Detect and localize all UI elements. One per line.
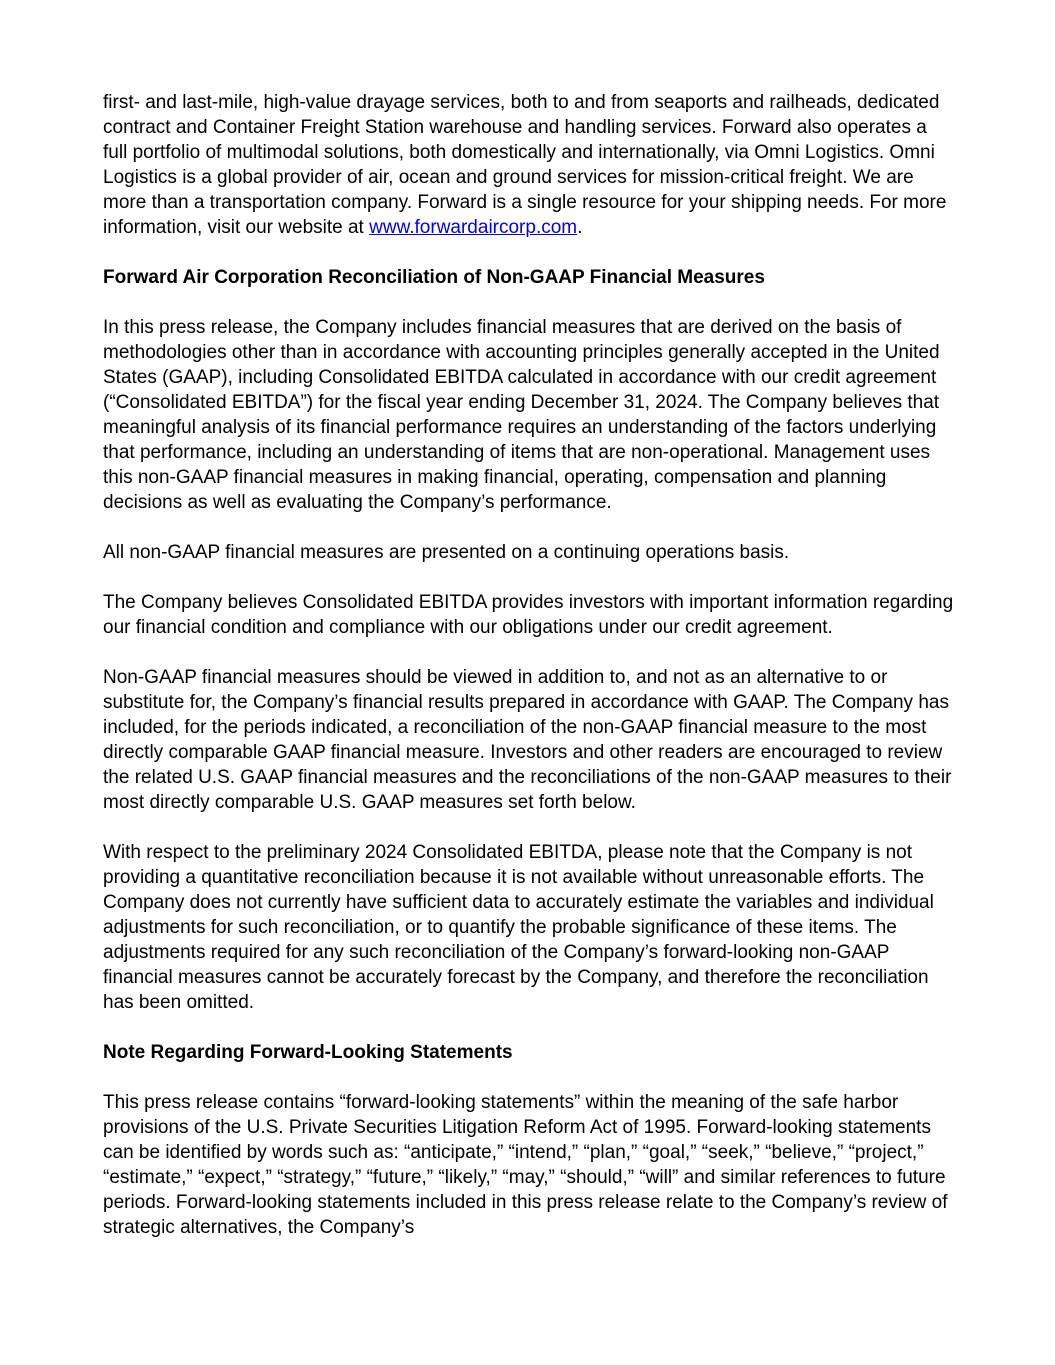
heading-non-gaap-reconciliation: Forward Air Corporation Reconciliation of Non-GAAP Financial Measures <box>103 267 765 288</box>
paragraph-non-gaap-intro: In this press release, the Company includes financial measures that are derived on the basis of methodologies other than in accordance with accounting principles generally accepted in the United States (GAAP), including Consolidated EBITDA calculated in accordance with our credit agreement (“Consolidated EBITDA”) for the fiscal year ending December 31, 2024. The Company believes that meaningful analysis of its financial performance requires an understanding of the factors underlying that performance, including an understanding of items that are non-operational. Management uses this non-GAAP financial measures in making financial, operating, compensation and planning decisions as well as evaluating the Company’s performance. <box>103 317 940 513</box>
paragraph-continuing-operations: All non-GAAP financial measures are presented on a continuing operations basis. <box>103 542 790 563</box>
paragraph-ebitda-information: The Company believes Consolidated EBITDA provides investors with important information regarding our financial condition and compliance with our obligations under our credit agreement. <box>103 592 954 638</box>
paragraph-non-gaap-viewed: Non-GAAP financial measures should be viewed in addition to, and not as an alternative to or substitute for, the Company’s financial results prepared in accordance with GAAP. The Company has included, for the periods indicated, a reconciliation of the non-GAAP financial measure to the most directly comparable GAAP financial measure. Investors and other readers are encouraged to review the related U.S. GAAP financial measures and the reconciliations of the non-GAAP measures to their most directly comparable U.S. GAAP measures set forth below. <box>103 667 952 813</box>
heading-forward-looking: Note Regarding Forward-Looking Statements <box>103 1042 513 1063</box>
website-link[interactable]: www.forwardaircorp.com <box>369 217 578 238</box>
paragraph-preliminary-ebitda: With respect to the preliminary 2024 Consolidated EBITDA, please note that the Company is not providing a quantitative reconciliation because it is not available without unreasonable efforts. The Company does not currently have sufficient data to accurately estimate the variables and individual adjustments for such reconciliation, or to quantify the probable significance of these items. The adjustments required for any such reconciliation of the Company’s forward-looking non-GAAP financial measures cannot be accurately forecast by the Company, and therefore the reconciliation has been omitted. <box>103 842 934 1013</box>
company-description-end: . <box>577 217 583 238</box>
paragraph-forward-looking-statements: This press release contains “forward-looking statements” within the meaning of the safe harbor provisions of the U.S. Private Securities Litigation Reform Act of 1995. Forward-looking statements can be identified by words such as: “anticipate,” “intend,” “plan,” “goal,” “seek,” “believe,” “project,” “estimate,” “expect,” “strategy,” “future,” “likely,” “may,” “should,” “will” and similar references to future periods. Forward-looking statements included in this press release relate to the Company’s review of strategic alternatives, the Company’s <box>103 1092 948 1238</box>
company-description-text: first- and last-mile, high-value drayage services, both to and from seaports and railheads, dedicated contract and Container Freight Station warehouse and handling services. Forward also operates a full portfolio of multimodal solutions, both domestically and internationally, via Omni Logistics. Omni Logistics is a global provider of air, ocean and ground services for mission-critical freight. We are more than a transportation company. Forward is a single resource for your shipping needs. For more information, visit our website at <box>103 92 947 238</box>
paragraph-company-description <box>103 90 955 240</box>
